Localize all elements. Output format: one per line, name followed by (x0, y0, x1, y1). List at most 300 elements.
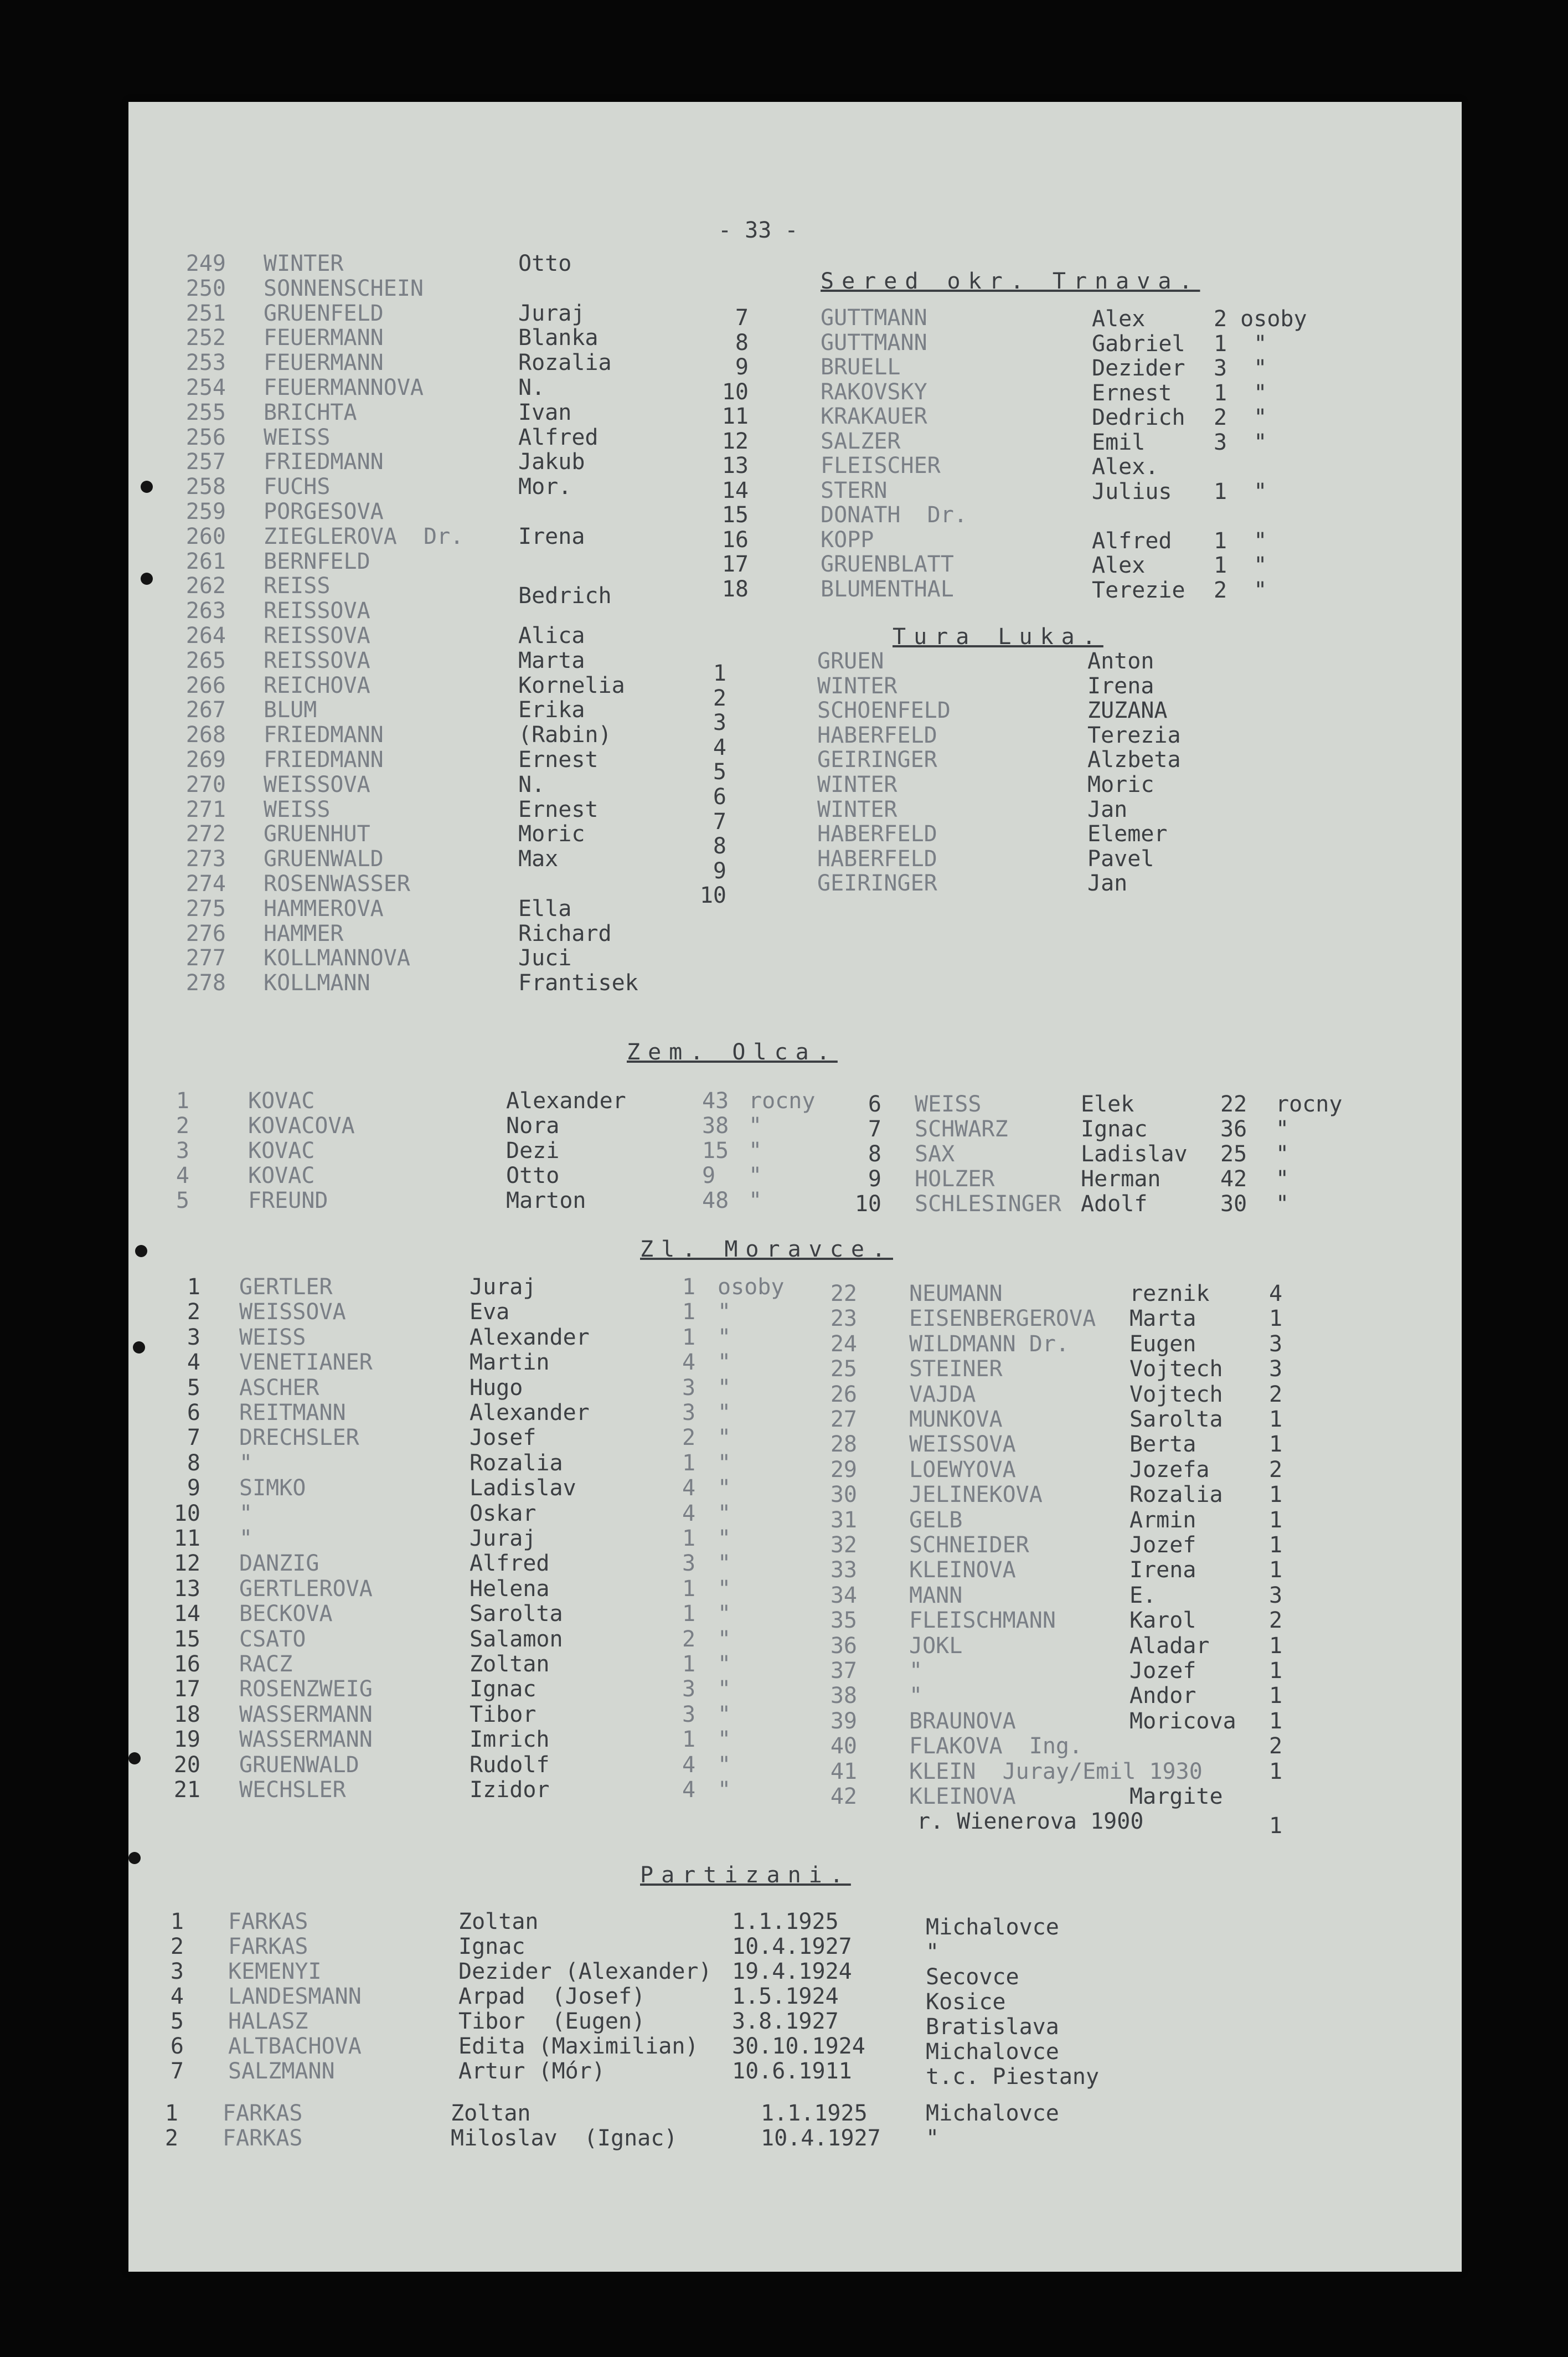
surname: KLEINOVA (909, 1557, 1016, 1583)
given-name: Karol (1129, 1608, 1196, 1634)
birth-date: 10.4.1927 (732, 1934, 852, 1959)
row-number: 252 (185, 325, 226, 351)
person-count: 4 (682, 1350, 696, 1376)
row-number: 1 (176, 1088, 189, 1114)
count-unit: " (718, 1651, 731, 1677)
surname: DONATH Dr. (821, 502, 967, 528)
row-number: 260 (185, 523, 226, 549)
row-number: 33 (830, 1557, 857, 1583)
person-count: 3 (682, 1676, 696, 1702)
given-name: Tibor (Eugen) (458, 2009, 646, 2034)
given-name: Dezi (506, 1138, 560, 1164)
surname: KOVACOVA (248, 1113, 355, 1139)
row-number: 254 (185, 375, 226, 400)
row-number: 277 (185, 945, 226, 971)
given-name: Kornelia (518, 672, 625, 698)
row-number: 2 (713, 685, 726, 711)
person-count: 2 (682, 1425, 696, 1451)
person-count: 3 (1269, 1582, 1283, 1608)
person-count: 3 (1269, 1356, 1283, 1382)
person-count: 1 (1269, 1432, 1283, 1458)
surname: FRIEDMANN (264, 747, 384, 773)
given-name: Alfred (518, 424, 599, 450)
given-name: Max (518, 846, 559, 872)
person-count: 1 " (1214, 331, 1267, 357)
row-number: 4 (176, 1163, 189, 1188)
row-number: 3 (170, 1959, 184, 1984)
count-unit: " (718, 1701, 731, 1727)
age: 42 (1220, 1166, 1247, 1192)
surname: SCHOENFELD (817, 698, 951, 724)
count-unit: " (718, 1475, 731, 1501)
given-name: Zoltan (470, 1651, 550, 1677)
age-unit: " (1276, 1141, 1290, 1167)
row-number: 8 (187, 1450, 200, 1476)
person-count: 4 (1269, 1281, 1283, 1306)
surname: ASCHER (239, 1375, 319, 1401)
surname: GUTTMANN (821, 305, 927, 331)
row-number: 269 (185, 747, 226, 773)
row-number: 26 (830, 1381, 857, 1407)
given-name: Miloslav (Ignac) (451, 2126, 678, 2151)
given-name: Terezie (1092, 577, 1185, 603)
given-name: Edita (Maximilian) (458, 2034, 699, 2059)
row-number: 255 (185, 399, 226, 425)
surname: GUTTMANN (821, 330, 927, 356)
given-name: Rudolf (470, 1752, 550, 1778)
person-count: 3 (682, 1701, 696, 1727)
birth-date: 1.1.1925 (732, 1909, 839, 1934)
person-count: 1 (682, 1299, 696, 1325)
row-number: 42 (830, 1784, 857, 1809)
birth-place: " (926, 1939, 940, 1965)
surname: BRAUNOVA (909, 1708, 1016, 1734)
row-number: 16 (721, 527, 749, 553)
age-unit: " (749, 1188, 762, 1213)
age-unit: " (749, 1113, 762, 1139)
surname: LANDESMANN (228, 1984, 362, 2009)
surname: " (909, 1683, 923, 1709)
given-name: Sarolta (1129, 1407, 1223, 1432)
given-name: Ella (518, 896, 572, 922)
surname: SCHNEIDER (909, 1532, 1029, 1558)
person-count: 1 " (1214, 478, 1267, 505)
person-count: 1 (1269, 1683, 1283, 1709)
surname: GERTLEROVA (239, 1576, 373, 1602)
given-name: Alex. (1092, 454, 1159, 480)
surname: GEIRINGER (817, 747, 937, 773)
surname: WEISS (264, 796, 331, 822)
given-name: (Rabin) (518, 722, 612, 748)
given-name: Rozalia (518, 350, 612, 376)
given-name: Ernest (1092, 380, 1172, 406)
surname: RACZ (239, 1651, 293, 1677)
surname: PORGESOVA (264, 499, 384, 524)
surname: GELB (909, 1507, 963, 1533)
row-number: 10 (173, 1500, 200, 1526)
person-count: 1 (1269, 1557, 1283, 1583)
surname: FARKAS (223, 2101, 303, 2126)
person-count: 1 (1269, 1507, 1283, 1533)
person-count: 2 (1269, 1457, 1283, 1483)
row-number: 2 (176, 1113, 189, 1139)
count-unit: " (718, 1400, 731, 1425)
given-name: Marta (518, 647, 585, 673)
row-number: 5 (187, 1375, 200, 1401)
row-number: 3 (176, 1138, 189, 1164)
surname: WASSERMANN (239, 1701, 373, 1727)
surname: VENETIANER (239, 1350, 373, 1376)
surname: SONNENSCHEIN (264, 275, 424, 301)
given-name: Vojtech (1129, 1356, 1223, 1382)
surname: KEMENYI (228, 1959, 322, 1984)
row-number: 7 (187, 1425, 200, 1451)
row-number: 259 (185, 499, 226, 524)
surname: DANZIG (239, 1551, 319, 1577)
birth-place: Michalovce (926, 1915, 1059, 1940)
given-name: Artur (Mór) (458, 2058, 605, 2084)
given-name: ZUZANA (1087, 698, 1168, 724)
surname: FEUERMANNOVA (264, 375, 424, 400)
surname: JELINEKOVA (909, 1482, 1043, 1508)
surname: GEIRINGER (817, 871, 937, 897)
surname: REISSOVA (264, 598, 370, 624)
surname: FARKAS (223, 2126, 303, 2151)
given-name: Zoltan (458, 1909, 539, 1934)
count-unit: " (718, 1350, 731, 1376)
person-count: 1 (682, 1450, 696, 1476)
given-name: Alexander (470, 1324, 590, 1350)
surname: GRUENBLATT (821, 552, 954, 577)
given-name: Jan (1087, 871, 1128, 897)
row-number: 256 (185, 424, 226, 450)
surname: GRUENHUT (264, 821, 370, 847)
given-name: Moric (518, 821, 585, 847)
count-unit: " (718, 1324, 731, 1350)
given-name: Terezia (1087, 722, 1181, 748)
given-name: Alex (1092, 553, 1146, 578)
given-name: Juraj (470, 1526, 537, 1551)
given-name: Frantisek (518, 970, 638, 996)
surname: KLEINOVA (909, 1784, 1016, 1809)
surname: GERTLER (239, 1274, 333, 1300)
surname: FREUND (248, 1188, 328, 1213)
age-unit: " (749, 1138, 762, 1164)
given-name: Elemer (1087, 821, 1168, 847)
person-count: 1 (1269, 1708, 1283, 1734)
count-unit: " (718, 1375, 731, 1401)
given-name: Armin (1129, 1507, 1196, 1533)
person-count: 4 (682, 1475, 696, 1501)
given-name: Aladar (1129, 1633, 1210, 1659)
given-name: Dedrich (1092, 405, 1185, 430)
row-number: 5 (170, 2009, 184, 2034)
row-number: 272 (185, 821, 226, 847)
surname: FARKAS (228, 1934, 308, 1959)
row-number: 3 (713, 710, 726, 736)
surname: WILDMANN Dr. (909, 1331, 1069, 1357)
surname: STERN (821, 477, 888, 503)
surname: " (239, 1500, 253, 1526)
row-number: 263 (185, 598, 226, 624)
row-number: 250 (185, 275, 226, 301)
age: 43 (702, 1088, 729, 1114)
surname: NEUMANN (909, 1281, 1003, 1306)
given-name: Pavel (1087, 846, 1154, 872)
given-name: Rozalia (470, 1450, 563, 1476)
surname: " (239, 1450, 253, 1476)
row-number: 9 (868, 1166, 881, 1192)
surname: REICHOVA (264, 672, 370, 698)
count-unit: osoby (718, 1274, 785, 1300)
given-name: Jozefa (1129, 1457, 1210, 1483)
person-count: 2 (1269, 1733, 1283, 1759)
row-number: 266 (185, 672, 226, 698)
given-name: reznik (1129, 1281, 1210, 1306)
person-count: 3 (682, 1400, 696, 1425)
row-number: 18 (721, 576, 749, 602)
row-number: 29 (830, 1457, 857, 1483)
age-unit: rocny (1276, 1092, 1343, 1117)
person-count: 1 (1269, 1306, 1283, 1332)
person-count: 2 (1269, 1381, 1283, 1407)
surname: STEINER (909, 1356, 1003, 1382)
maiden-name-note: r. Wienerova 1900 (917, 1809, 1144, 1835)
surname: HAMMER (264, 920, 344, 946)
surname: SCHLESINGER (915, 1191, 1061, 1217)
given-name: Imrich (470, 1727, 550, 1753)
row-number: 10 (721, 379, 749, 405)
surname: FLEISCHER (821, 453, 941, 478)
surname: BECKOVA (239, 1601, 333, 1627)
surname: WINTER (817, 673, 898, 699)
row-number: 268 (185, 722, 226, 748)
given-name: Alfred (470, 1551, 550, 1577)
given-name: Ivan (518, 399, 572, 425)
section-heading: Sered okr. Trnava. (821, 269, 1200, 294)
row-number: 32 (830, 1532, 857, 1558)
surname: MANN (909, 1582, 963, 1608)
birth-place: Secovce (926, 1964, 1019, 1990)
given-name: Salamon (470, 1626, 563, 1652)
given-name: Moricova (1129, 1708, 1236, 1734)
punch-hole (128, 1752, 141, 1764)
birth-place: Kosice (926, 1989, 1006, 2015)
row-number: 15 (173, 1626, 200, 1652)
count-unit: " (718, 1676, 731, 1702)
person-count: 1 (1269, 1813, 1283, 1839)
row-number: 25 (830, 1356, 857, 1382)
surname: WECHSLER (239, 1777, 346, 1803)
surname: BLUMENTHAL (821, 576, 954, 602)
count-unit: " (718, 1777, 731, 1803)
surname: KLEIN Juray/Emil 1930 (909, 1758, 1203, 1784)
row-number: 11 (173, 1526, 200, 1551)
given-name: Eugen (1129, 1331, 1196, 1357)
surname: FUCHS (264, 474, 331, 500)
row-number: 267 (185, 697, 226, 723)
given-name: Gabriel (1092, 331, 1185, 357)
person-count: 4 (682, 1752, 696, 1778)
given-name: Ignac (470, 1676, 537, 1702)
given-name: Jozef (1129, 1532, 1196, 1558)
row-number: 36 (830, 1633, 857, 1659)
section-heading: Tura Luka. (893, 624, 1103, 650)
person-count: 1 (1269, 1482, 1283, 1508)
age: 48 (702, 1188, 729, 1213)
person-count: 1 (682, 1601, 696, 1627)
row-number: 2 (170, 1934, 184, 1959)
birth-date: 19.4.1924 (732, 1959, 852, 1984)
birth-place: " (926, 2126, 940, 2151)
row-number: 6 (868, 1092, 881, 1117)
row-number: 4 (713, 734, 726, 760)
age-unit: " (749, 1163, 762, 1188)
row-number: 21 (173, 1777, 200, 1803)
row-number: 7 (735, 305, 749, 331)
surname: " (909, 1658, 923, 1684)
surname: WEISS (264, 424, 331, 450)
given-name: Richard (518, 920, 612, 946)
person-count: 1 (682, 1727, 696, 1753)
row-number: 13 (721, 453, 749, 478)
given-name: Alex (1092, 306, 1146, 332)
surname: ROSENWASSER (264, 871, 410, 897)
person-count: 3 " (1214, 429, 1267, 455)
person-count: 3 " (1214, 356, 1267, 381)
row-number: 5 (176, 1188, 189, 1213)
person-count: 2 osoby (1214, 306, 1307, 332)
row-number: 5 (713, 759, 726, 785)
given-name: Oskar (470, 1500, 537, 1526)
surname: KRAKAUER (821, 404, 927, 429)
row-number: 258 (185, 474, 226, 500)
row-number: 22 (830, 1281, 857, 1306)
given-name: Irena (1129, 1557, 1196, 1583)
surname: WEISSOVA (239, 1299, 346, 1325)
age: 36 (1220, 1116, 1247, 1142)
row-number: 6 (187, 1400, 200, 1425)
row-number: 7 (868, 1116, 881, 1142)
count-unit: " (718, 1626, 731, 1652)
birth-date: 10.6.1911 (732, 2058, 852, 2084)
surname: RAKOVSKY (821, 379, 927, 405)
given-name: Bedrich (518, 583, 612, 609)
given-name: Adolf (1081, 1191, 1148, 1217)
row-number: 2 (164, 2126, 178, 2151)
surname: WEISSOVA (909, 1432, 1016, 1458)
given-name: Eva (470, 1299, 510, 1325)
person-count: 2 " (1214, 577, 1267, 603)
surname: REISSOVA (264, 623, 370, 649)
given-name: Alica (518, 623, 585, 649)
age-unit: " (1276, 1116, 1290, 1142)
given-name: Ignac (1081, 1116, 1148, 1142)
given-name: E. (1129, 1582, 1157, 1608)
row-number: 9 (735, 354, 749, 380)
surname: KOLLMANN (264, 970, 370, 996)
person-count: 1 (682, 1576, 696, 1602)
person-count: 2 (1269, 1608, 1283, 1634)
surname: SIMKO (239, 1475, 306, 1501)
row-number: 8 (868, 1141, 881, 1167)
surname: WINTER (817, 796, 898, 822)
count-unit: " (718, 1500, 731, 1526)
surname: REISSOVA (264, 647, 370, 673)
given-name: Moric (1087, 772, 1154, 797)
given-name: Marton (506, 1188, 586, 1213)
row-number: 257 (185, 449, 226, 475)
row-number: 275 (185, 896, 226, 922)
row-number: 8 (713, 833, 726, 860)
surname: WEISSOVA (264, 771, 370, 797)
row-number: 265 (185, 647, 226, 673)
surname: HABERFELD (817, 722, 937, 748)
surname: SALZMANN (228, 2058, 335, 2084)
section-heading: Zl. Moravce. (640, 1237, 893, 1262)
given-name: Jakub (518, 449, 585, 475)
person-count: 1 (1269, 1758, 1283, 1784)
row-number: 9 (713, 858, 726, 884)
row-number: 14 (721, 477, 749, 503)
birth-place: Michalovce (926, 2101, 1059, 2126)
person-count: 3 (682, 1375, 696, 1401)
given-name: Julius (1092, 478, 1172, 505)
given-name: Blanka (518, 325, 599, 351)
given-name: Alexander (470, 1400, 590, 1425)
given-name: Rozalia (1129, 1482, 1223, 1508)
surname: REITMANN (239, 1400, 346, 1425)
surname: KOPP (821, 527, 874, 553)
row-number: 30 (830, 1482, 857, 1508)
birth-date: 30.10.1924 (732, 2034, 865, 2059)
person-count: 1 (682, 1324, 696, 1350)
surname: BERNFELD (264, 548, 370, 574)
surname: WEISS (915, 1092, 982, 1117)
given-name: Erika (518, 697, 585, 723)
age: 22 (1220, 1092, 1247, 1117)
surname: EISENBERGEROVA (909, 1306, 1096, 1332)
row-number: 15 (721, 502, 749, 528)
surname: SALZER (821, 428, 901, 454)
row-number: 8 (735, 330, 749, 356)
surname: " (239, 1526, 253, 1551)
punch-hole (135, 1245, 147, 1257)
surname: REISS (264, 573, 331, 599)
row-number: 10 (699, 883, 726, 909)
given-name: Irena (1087, 673, 1154, 699)
row-number: 1 (187, 1274, 200, 1300)
row-number: 264 (185, 623, 226, 649)
count-unit: " (718, 1727, 731, 1753)
surname: FRIEDMANN (264, 722, 384, 748)
person-count: 3 (682, 1551, 696, 1577)
count-unit: " (718, 1551, 731, 1577)
row-number: 19 (173, 1727, 200, 1753)
given-name: Juci (518, 945, 572, 971)
given-name: Otto (506, 1163, 560, 1188)
row-number: 9 (187, 1475, 200, 1501)
person-count: 1 (1269, 1407, 1283, 1432)
given-name: Berta (1129, 1432, 1196, 1458)
row-number: 41 (830, 1758, 857, 1784)
given-name: N. (518, 375, 545, 400)
row-number: 278 (185, 970, 226, 996)
surname: CSATO (239, 1626, 306, 1652)
given-name: Otto (518, 251, 572, 276)
surname: KOVAC (248, 1163, 315, 1188)
row-number: 276 (185, 920, 226, 946)
